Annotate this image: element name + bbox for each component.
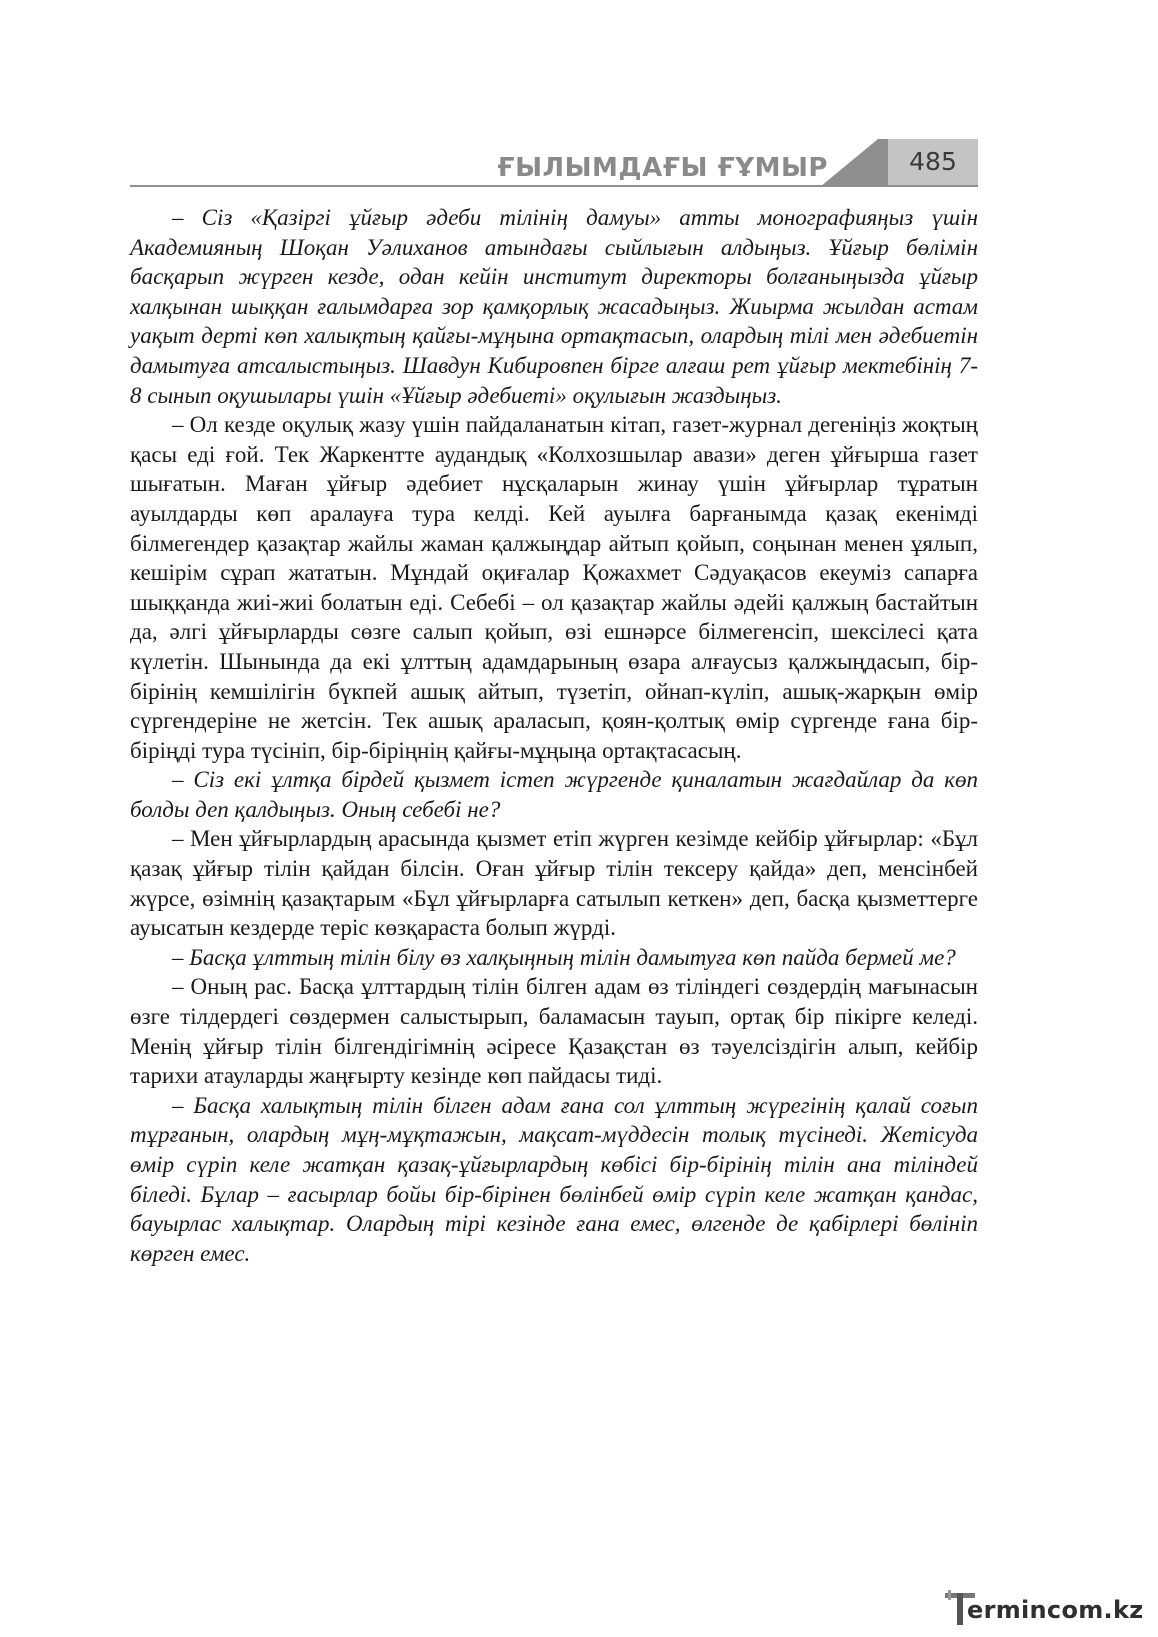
header-rule bbox=[130, 185, 978, 187]
page-number: 485 bbox=[909, 147, 957, 176]
paragraph-question-1: – Сіз «Қазіргі ұйғыр әдеби тілінің дамуы» атты монографияңыз үшін Академияның Шоқан Уәлиханов атындағы сыйлығын алдыңыз. Ұйғыр бөлімін басқарып жүрген кезде, одан кейін институт директоры болғаныңызда ұйғыр халқынан шыққан ғалымдарға зор қамқорлық жасадыңыз. Жиырма жылдан астам уақыт дерті көп халықтың қайғы-мұңына ортақтасып, олардың тілі мен әдебиетін дамытуға атсалыстыңыз. Шавдун Кибировпен бірге алғаш рет ұйғыр мектебінің 7-8 сынып оқушылары үшін «Ұйғыр әдебиеті» оқулығын жаздыңыз. bbox=[130, 205, 978, 408]
paragraph-question-2: – Сіз екі ұлтқа бірдей қызмет істеп жүргенде қиналатын жағдайлар да көп болды деп қалдыңыз. Оның себебі не? bbox=[130, 767, 978, 822]
running-header bbox=[130, 139, 978, 187]
paragraph-question-3: – Басқа ұлттың тілін білу өз халқыңның тілін дамытуға көп пайда бермей ме? bbox=[172, 944, 956, 970]
watermark bbox=[945, 1590, 1145, 1630]
paragraph-answer-1: – Ол кезде оқулық жазу үшін пайдаланатын кітап, газет-журнал дегеніңіз жоқтың қасы еді ғой. Тек Жаркентте аудандық «Колхозшылар авази» деген ұйғырша газет шығатын. Маған ұйғыр әдебиет нұсқаларын жинау үшін ұйғырлар тұратын ауылдарды көп аралауға тура келді. Кей ауылға барғанымда қазақ екенімді білмегендер қазақтар жайлы жаман қалжыңдар айтып қойып, соңынан менен ұялып, кешірім сұрап жататын. Мұндай оқиғалар Қожахмет Сәдуақасов екеуміз сапарға шыққанда жиі-жиі болатын еді. Себебі – ол қазақтар жайлы әдейі қалжың бастайтын да, әлгі ұйғырларды сөзге салып қойып, өзі ешнәрсе білмегенсіп, шексілесі қата күлетін. Шынында да екі ұлттың адамдарының өзара алғаусыз қалжыңдасып, бір-бірінің кемшілігін бүкпей ашық айтып, түзетіп, ойнап-күліп, ашық-жарқын өмір сүргендеріне не жетсін. Тек ашық араласып, қоян-қолтық өмір сүргенде ғана бір-біріңді тура түсініп, бір-біріңнің қайғы-мұңыңа ортақтасасың. bbox=[130, 412, 978, 763]
paragraph-answer-2: – Мен ұйғырлардың арасында қызмет етіп жүрген кезімде кейбір ұйғырлар: «Бұл қазақ ұйғыр тілін қайдан білсін. Оған ұйғыр тілін тексеру қайда» деп, менсінбей жүрсе, өзімнің қазақтарым «Бұл ұйғырларға сатылып кеткен» деп, басқа қызметтерге ауысатын кездерде теріс көзқараста болып жүрді. bbox=[130, 826, 978, 941]
watermark-text: ermincom.kz bbox=[967, 1596, 1144, 1624]
paragraph-question-4: – Басқа халықтың тілін білген адам ғана сол ұлттың жүрегінің қалай соғып тұрғанын, олардың мұң-мұқтажын, мақсат-мүддесін толық түсінеді. Жетісуда өмір сүріп келе жатқан қазақ-ұйғырлардың көбісі бір-бірінің тілін ана тіліндей біледі. Бұлар – ғасырлар бойы бір-бірінен бөлінбей өмір сүріп келе жатқан қандас, бауырлас халықтар. Олардың тірі кезінде ғана емес, өлгенде де қабірлері бөлініп көрген емес. bbox=[130, 1092, 978, 1266]
body-text bbox=[130, 203, 978, 1268]
section-title: ҒЫЛЫМДАҒЫ ҒҰМЫР bbox=[497, 153, 828, 183]
paragraph-answer-3: – Оның рас. Басқа ұлттардың тілін білген адам өз тіліндегі сөздердің мағынасын өзге тілдердегі сөздермен салыстырып, баламасын тауып, ортақ бір пікірге келеді. Менің ұйғыр тілін білгендігімнің әсіресе Қазақстан өз тәуелсіздігін алып, кейбір тарихи атауларды жаңғырту кезінде көп пайдасы тиді. bbox=[130, 974, 978, 1089]
